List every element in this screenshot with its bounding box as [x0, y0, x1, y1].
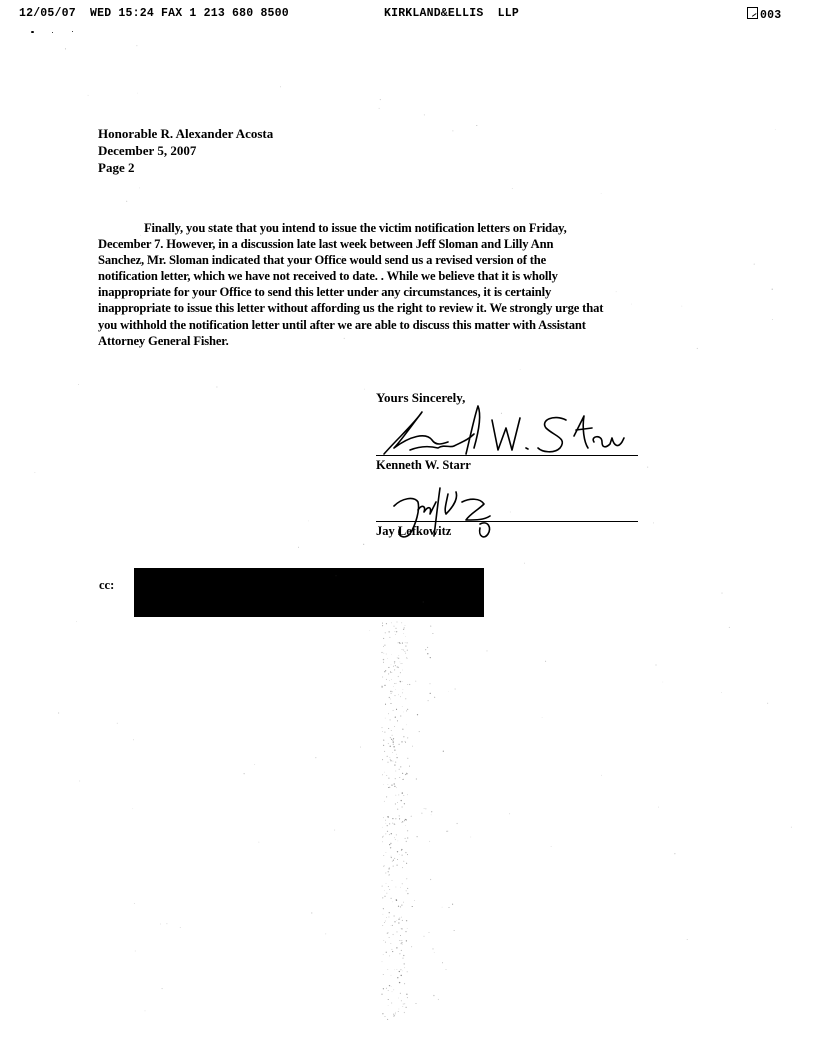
fax-date-time: 12/05/07 WED 15:24 FAX 1 213 680 8500 — [19, 7, 289, 20]
body-line: inappropriate to issue this letter without affording us the right to review it. We strongly urge that — [98, 301, 604, 316]
letter-heading — [98, 125, 273, 176]
closing-salutation: Yours Sincerely, — [376, 390, 466, 405]
fax-header — [0, 7, 816, 23]
body-line: notification letter, which we have not received to date. . While we believe that it is wholly — [98, 269, 558, 284]
cc-label: cc: — [99, 578, 115, 592]
signature-starr — [370, 398, 640, 460]
body-line: inappropriate for your Office to send this letter under any circumstances, it is certainly — [98, 285, 552, 300]
scan-speck — [52, 32, 53, 33]
scan-speck — [72, 31, 73, 32]
body-line: December 7. However, in a discussion late last week between Jeff Sloman and Lilly Ann — [98, 237, 554, 252]
redaction-block — [134, 568, 484, 617]
body-paragraph — [98, 220, 702, 349]
signature-line-lefkowitz — [376, 521, 638, 522]
fax-page-icon — [747, 7, 758, 19]
body-line: you withhold the notification letter until after we are able to discuss this matter with Assistant — [98, 317, 586, 332]
body-line: Attorney General Fisher. — [98, 333, 229, 348]
recipient-name: Honorable R. Alexander Acosta — [98, 126, 274, 141]
fax-firm-name: KIRKLAND&ELLIS LLP — [384, 7, 519, 20]
page-label: Page 2 — [98, 160, 135, 175]
signer-name-starr: Kenneth W. Starr — [376, 458, 471, 472]
fax-page-number — [747, 7, 781, 22]
body-line: Finally, you state that you intend to issue the victim notification letters on Friday, — [144, 221, 567, 235]
fax-page-number-text: 003 — [760, 9, 782, 22]
scan-speck — [31, 31, 34, 33]
signer-name-lefkowitz: Jay Lefkowitz — [376, 524, 452, 538]
letter-date: December 5, 2007 — [98, 143, 197, 158]
body-line: Sanchez, Mr. Sloman indicated that your Office would send us a revised version of the — [98, 253, 547, 268]
signature-line-starr — [376, 455, 638, 456]
